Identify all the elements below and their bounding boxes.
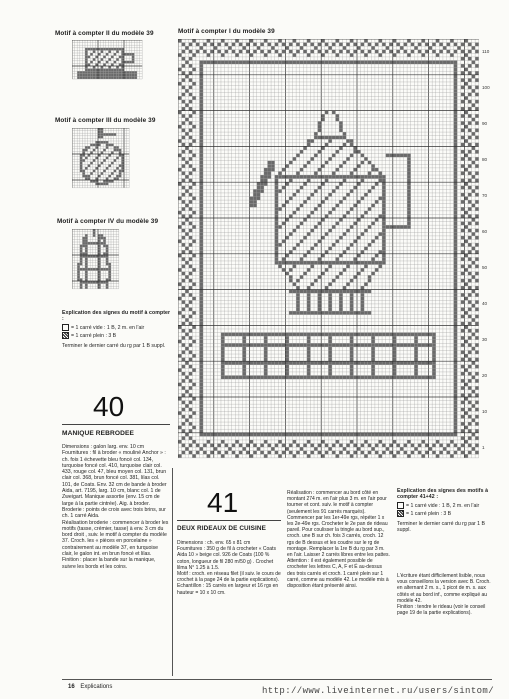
model-41-motif: Motif : croch. en réseau filet (il suiv. le cours de crochet à la page 24 de la partie explications). (177, 571, 281, 584)
legend-39 (62, 310, 172, 349)
model-40-text (62, 444, 170, 570)
row-scale-label: 60 (482, 229, 488, 234)
row-scale-label: 70 (482, 193, 488, 198)
legend-39-full: = 1 carré plein : 3 B (62, 332, 172, 339)
row-scale-label: 1 (482, 445, 485, 450)
row-scale-label: 10 (482, 409, 488, 414)
legend-41-title: Explication des signes des motifs à compter 41+42 : (397, 488, 489, 501)
row-scale-label: 110 (482, 49, 490, 54)
model-40-finish: Finition : placer la bande sur la manique, suivre les bords et les coins. (62, 557, 156, 570)
model-41-number: 41 (207, 487, 239, 518)
legend-39-empty: = 1 carré vide : 1 B, 2 m. en l'air (62, 324, 172, 331)
empty-square-icon (397, 502, 404, 509)
model-41-text-c (397, 573, 497, 616)
watermark-url: http://www.liveinternet.ru/users/sintom/ (262, 686, 495, 696)
model-41-title: DEUX RIDEAUX DE CUISINE (177, 525, 266, 532)
model-40-realisation: Réalisation broderie : commencer à broder les motifs (tasse, crémier, tasse) à env. 3 cm du bord droit , suiv. le motif à compter du modèle 37. Croch. les « pièces en porcelaine » contrairement au modèle 37, en turquoise clair, le galon int. en brun foncé et lilas. (62, 519, 169, 558)
model-41-realisation: Réalisation : commencer au bord côté en montant 274 m. en l'air plus 3 m. en l'air pour tourner et cont. suiv. le motif à compter (seulement les 91 carrés marqués). Commencer par les 1er-49e rgs, répéter 1 x les 2e-49e rgs. Crocheter le 2e pan de rideau pareil. Pour coulisser la tringle au bord sup., croch. une B sur ch. fois 3 carrés, croch. 12 rgs de B dessus et les coudre sur le rg de montage. Remplacer la 1re B du rg par 3 m. en l'air. Laisser 2 carrés libres entre les pattes. Attention : il est également possible de crocheter les lettres C, A, F et É au-dessus des trois carrés et croch. 1 carré plein sur 1 carré, comme au modèle 42. Le modèle mis à disposition étant présenté ainsi. (287, 490, 390, 590)
model-41-dimensions: Dimensions : ch. env. 65 x 81 cm (177, 540, 251, 546)
model-41-finish: Finition : tendre le rideau (voir le conseil page 19 de la partie explications). (397, 604, 486, 617)
empty-square-icon (62, 324, 69, 331)
model-40-embroidery: Broderie : points de croix avec trois brins, sur ch. 1 carré Aida. (62, 506, 166, 520)
model-40-supplies: Fournitures : fil à broder « mouliné Anchor » : ch. fois 1 échevette bleu foncé col. 134, turquoise foncé col. 410, turquoise clair col. 433, rouge col. 47, bleu moyen col. 131, brun clair col. 368, brun foncé col. 381, lilas col. 101, de Coats. Env. 32 cm de bande à broder Aida, art. 7195, larg. 10 cm, blanc col. 1 de Zweigart. Manique assortie (env. 15 cm de large à la partie cintrée). Aig. à broder. (62, 450, 167, 507)
model-40-dimensions: Dimensions : galon larg. env. 10 cm (62, 444, 145, 450)
legend-41-finish: Terminer le dernier carré du rg par 1 B suppl. (397, 520, 485, 534)
filled-square-icon (62, 332, 69, 339)
model-40-number: 40 (93, 391, 125, 422)
motif-2-title: Motif à compter II du modèle 39 (55, 30, 154, 37)
motif-4-chart (72, 229, 122, 291)
legend-41-full: = 1 carré plein : 3 B (397, 510, 497, 517)
row-scale-label: 30 (482, 337, 488, 342)
legend-39-finish: Terminer le dernier carré du rg par 1 B suppl. (62, 342, 166, 349)
row-scale-label: 20 (482, 373, 488, 378)
model-41-note: L'écriture étant difficilement lisible, nous vous conseillons la version avec B. Croch. en alternant 2 m. s., 1 picot de m. s. aux côtés et au bord inf., comme expliqué au modèle 42. (397, 573, 491, 604)
motif-3-title: Motif à compter III du modèle 39 (55, 117, 156, 124)
row-scale-label: 100 (482, 85, 490, 90)
motif-1-title: Motif à compter I du modèle 39 (178, 28, 275, 35)
motif-3-chart (72, 128, 132, 190)
row-scale-label: 40 (482, 301, 488, 306)
row-scale-label: 80 (482, 157, 488, 162)
row-scale-label: 50 (482, 265, 488, 270)
legend-41-42 (397, 488, 497, 533)
motif-4-title: Motif à compter IV du modèle 39 (57, 218, 159, 225)
legend-41-empty: = 1 carré vide : 1 B, 2 m. en l'air (397, 502, 497, 509)
model-41-gauge: Echantillon : 15 carrés en largeur et 16 rgs en hauteur = 10 x 10 cm. (177, 583, 279, 596)
filled-square-icon (397, 510, 404, 517)
legend-39-title: Explication des signes du motif à compter : (62, 310, 171, 323)
row-scale-label: 90 (482, 121, 488, 126)
page-number: 16 Explications (68, 684, 113, 690)
motif-1-chart (178, 39, 480, 459)
model-40-title: MANIQUE REBRODEE (62, 430, 134, 437)
motif-2-chart (72, 40, 144, 80)
model-41-text-a (177, 540, 281, 596)
model-41-supplies: Fournitures : 350 g de fil à crocheter « Coats Aida 10 » beige col. 926 de Coats (100 % coton, longueur de fil 280 m/50 g) . Crochet lilma N° 1.25 à 1.5. (177, 546, 276, 571)
